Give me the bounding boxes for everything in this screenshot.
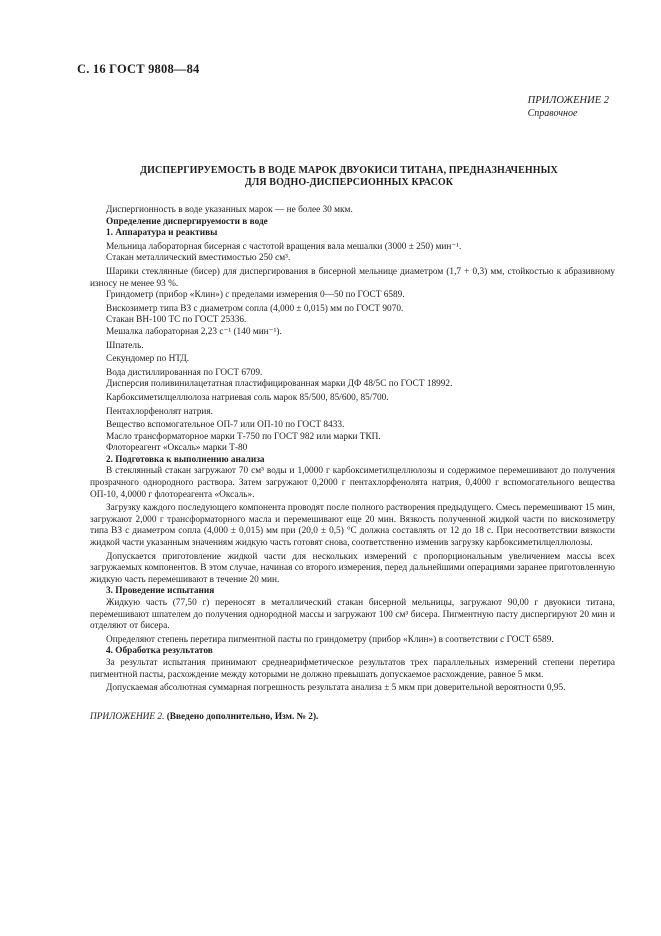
paragraph: Масло трансформаторное марки Т-750 по ГОСТ 982 или марки ТКП. xyxy=(106,431,381,442)
footer-note-text: (Введено дополнительно, Изм. № 2). xyxy=(164,711,319,722)
appendix-label-block xyxy=(528,94,609,120)
title-line-2: ДЛЯ ВОДНО-ДИСПЕРСИОННЫХ КРАСОК xyxy=(244,177,454,188)
paragraph: В стеклянный стакан загружают 70 см³ воды и 1,0000 г карбоксиметилцеллюлозы и содержимое перемешивают до получения прозрачного однородного раствора. Затем загружают 0,2000 г пентахлорфенолята натрия, 0,4000 г вспомогательного вещества ОП-10, 4,0000 г флотореагента «Оксаль». xyxy=(90,466,615,500)
paragraph: Карбоксиметилцеллюлоза натриевая соль марок 85/500, 85/600, 85/700. xyxy=(106,392,389,403)
appendix-kind: Справочное xyxy=(527,108,578,119)
paragraph: Мельница лабораторная бисерная с частотой вращения вала мешалки (3000 ± 250) мин⁻¹. xyxy=(106,241,462,252)
paragraph: Стакан ВН-100 ТС по ГОСТ 25336. xyxy=(106,315,247,326)
footer-note xyxy=(90,712,615,724)
section-heading: 3. Проведение испытания xyxy=(106,586,215,597)
paragraph: Флотореагент «Оксаль» марки Т-80 xyxy=(106,443,248,454)
paragraph: Шпатель. xyxy=(106,340,144,351)
paragraph: Загрузку каждого последующего компонента проводят после полного растворения предыдущего. Смесь перемешивают 15 мин, загружают 2,000 г трансформаторного масла и перемешивают еще 20 мин. Вязкость полученной жидкой части по вискозиметру типа ВЗ с диаметром сопла (4,000 ± 0,015) мм при (20,0 ± 0,5) °С должна составлять от 12 до 18 с. При несоответствии вязкости жидкой части указанным значениям жидкую часть готовят снова, соответственно изменив загрузку карбоксиметилцеллюлозы. xyxy=(90,503,615,549)
paragraph: Гриндометр (прибор «Клин») с пределами измерения 0—50 по ГОСТ 6589. xyxy=(106,290,405,301)
paragraph: Допускаемая абсолютная суммарная погрешность результата анализа ± 5 мкм при доверительной вероятности 0,95. xyxy=(106,683,566,694)
paragraph: Шарики стеклянные (бисер) для диспергирования в бисерной мельнице диаметром (1,7 + 0,3) мм, стойкостью к абразивному износу не менее 93 %. xyxy=(90,266,615,289)
paragraph: Жидкую часть (77,50 г) переносят в металлический стакан бисерной мельницы, загружают 90,00 г двуокиси титана, перемешивают шпателем до получения однородной массы и загружают 100 см³ бисера. Пигментную пасту диспергируют 20 мин и отделяют от бисера. xyxy=(90,598,615,632)
paragraph: Вещество вспомогательное ОП-7 или ОП-10 по ГОСТ 8433. xyxy=(106,420,345,431)
section-heading: 1. Аппаратура и реактивы xyxy=(106,228,218,239)
section-heading: 2. Подготовка к выполнению анализа xyxy=(106,454,265,465)
paragraph: Диспергионность в воде указанных марок — не более 30 мкм. xyxy=(106,205,353,215)
appendix-label: ПРИЛОЖЕНИЕ 2 xyxy=(527,95,609,106)
paragraph: Пентахлорфенолят натрия. xyxy=(106,406,213,417)
paragraph: Секундомер по НТД. xyxy=(106,354,190,365)
paragraph: Вода дистиллированная по ГОСТ 6709. xyxy=(106,367,263,378)
paragraph: Дисперсия поливинилацетатная пластифицированная марки ДФ 48/5С по ГОСТ 18992. xyxy=(106,379,453,390)
paragraph: Определяют степень перетира пигментной пасты по гриндометру (прибор «Клин») в соответствии с ГОСТ 6589. xyxy=(106,634,554,645)
paragraph: Вискозиметр типа ВЗ с диаметром сопла (4,000 ± 0,015) мм по ГОСТ 9070. xyxy=(106,303,404,314)
page-header: С. 16 ГОСТ 9808—84 xyxy=(77,62,200,76)
paragraph: За результат испытания принимают среднеарифметическое результатов трех параллельных измерений степени перетира пигментной пасты, расхождение между которыми не должно превышать допускаемое расхождение, равное 5 мкм. xyxy=(90,657,615,680)
section-heading: 4. Обработка результатов xyxy=(106,646,213,657)
document-title xyxy=(90,165,608,189)
document-body xyxy=(90,205,615,723)
footer-note-label: ПРИЛОЖЕНИЕ 2. xyxy=(90,711,165,722)
title-line-1: ДИСПЕРГИРУЕМОСТЬ В ВОДЕ МАРОК ДВУОКИСИ ТИТАНА, ПРЕДНАЗНАЧЕННЫХ xyxy=(140,165,558,176)
paragraph: Допускается приготовление жидкой части для нескольких измерений с пропорциональным увеличением массы всех загружаемых компонентов. В этом случае, начиная со второго измерения, перед дальнейшими операциями заранее приготовленную жидкую часть перемешивают в течение 20 мин. xyxy=(90,551,615,585)
section-heading: Определение диспергируемости в воде xyxy=(106,216,268,227)
paragraph: Стакан металлический вместимостью 250 см³. xyxy=(106,253,291,264)
paragraph: Мешалка лабораторная 2,23 с⁻¹ (140 мин⁻¹). xyxy=(106,326,282,337)
